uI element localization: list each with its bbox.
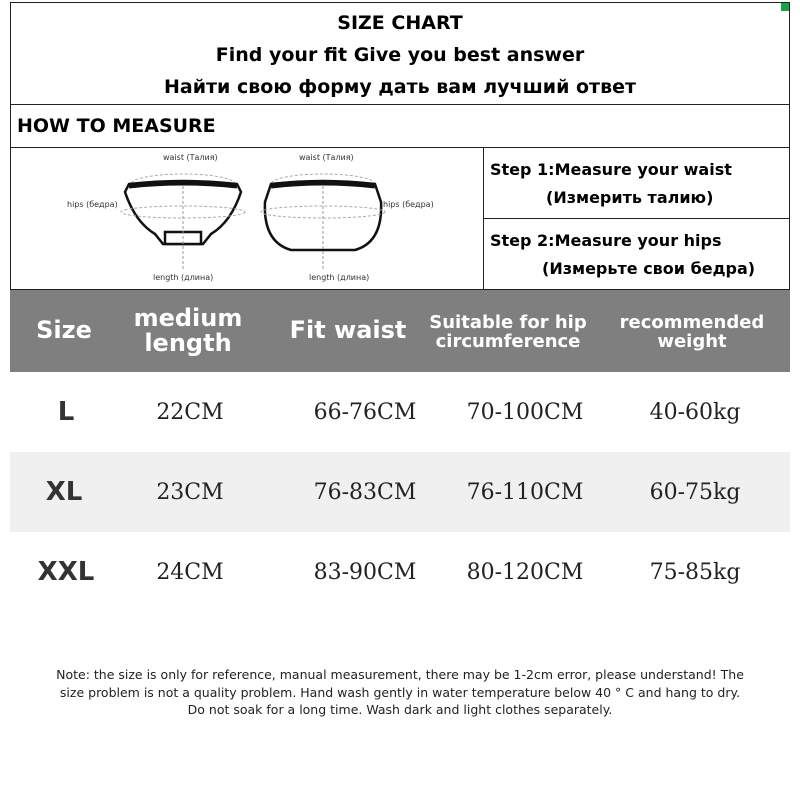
- note-line-1: Note: the size is only for reference, manual measurement, there may be 1-2cm error, please understand! The: [56, 667, 744, 682]
- header-size: Size: [36, 316, 92, 344]
- size-chart-header: [10, 2, 790, 104]
- cell-size: L: [57, 397, 75, 427]
- header-hip: [420, 314, 596, 352]
- subtitle-russian: Найти свою форму дать вам лучший ответ: [164, 76, 636, 98]
- how-to-measure-title: HOW TO MEASURE: [17, 115, 216, 137]
- cell-hip: 76-110CM: [466, 479, 584, 505]
- cell-hip: 80-120CM: [466, 559, 584, 585]
- step-2: [484, 219, 790, 289]
- how-to-measure-bar: [10, 104, 790, 148]
- header-hip-line2: circumference: [435, 330, 581, 352]
- header-length-line1: medium: [133, 304, 243, 332]
- corner-mark: [781, 3, 789, 11]
- brief-diagram-front: [111, 162, 261, 286]
- step-2-subtext: (Измерьте свои бедра): [542, 259, 756, 278]
- header-weight-line2: weight: [657, 330, 727, 352]
- care-note: [14, 666, 786, 719]
- subtitle-english: Find your fit Give you best answer: [215, 44, 585, 66]
- cell-size: XL: [45, 477, 83, 507]
- cell-weight: 75-85kg: [649, 559, 741, 585]
- cell-length: 24CM: [156, 559, 224, 585]
- header-length: [118, 306, 258, 356]
- note-line-3: Do not soak for a long time. Wash dark and light clothes separately.: [187, 702, 613, 717]
- cell-hip: 70-100CM: [466, 399, 584, 425]
- header-waist: Fit waist: [289, 316, 407, 344]
- cell-size: XXL: [37, 557, 95, 587]
- page-title: SIZE CHART: [337, 12, 463, 34]
- step-1-subtext: (Измерить талию): [546, 188, 714, 207]
- brief-diagram-back: [259, 162, 399, 286]
- length-label-front: length (длина): [153, 273, 214, 282]
- table-row: [10, 372, 790, 452]
- note-line-2: size problem is not a quality problem. Hand wash gently in water temperature below 40 ° C and hang to dry.: [59, 684, 741, 700]
- cell-length: 22CM: [156, 399, 224, 425]
- step-1: [484, 148, 790, 219]
- length-label-back: length (длина): [309, 273, 370, 282]
- step-2-heading: Step 2:Measure your hips: [490, 231, 722, 250]
- cell-waist: 83-90CM: [313, 559, 417, 585]
- header-length-line2: length: [144, 329, 232, 358]
- cell-waist: 66-76CM: [313, 399, 417, 425]
- table-row: [10, 532, 790, 612]
- size-table-header: [10, 290, 790, 372]
- cell-length: 23CM: [156, 479, 224, 505]
- hips-label-front: hips (бедра): [67, 200, 118, 209]
- header-weight: [604, 314, 780, 352]
- hips-label-back: hips (бедра): [383, 200, 434, 209]
- waist-label-back: waist (Талия): [299, 153, 354, 162]
- cell-weight: 60-75kg: [649, 479, 741, 505]
- measure-section: [10, 147, 790, 290]
- header-hip-line1: Suitable for hip: [429, 312, 587, 333]
- cell-waist: 76-83CM: [313, 479, 417, 505]
- step-1-heading: Step 1:Measure your waist: [490, 160, 732, 179]
- cell-weight: 40-60kg: [649, 399, 741, 425]
- measure-diagram: [11, 148, 483, 289]
- table-row: [10, 452, 790, 532]
- measure-steps: [483, 148, 790, 289]
- waist-label-front: waist (Талия): [163, 153, 218, 162]
- header-weight-line1: recommended: [619, 312, 765, 333]
